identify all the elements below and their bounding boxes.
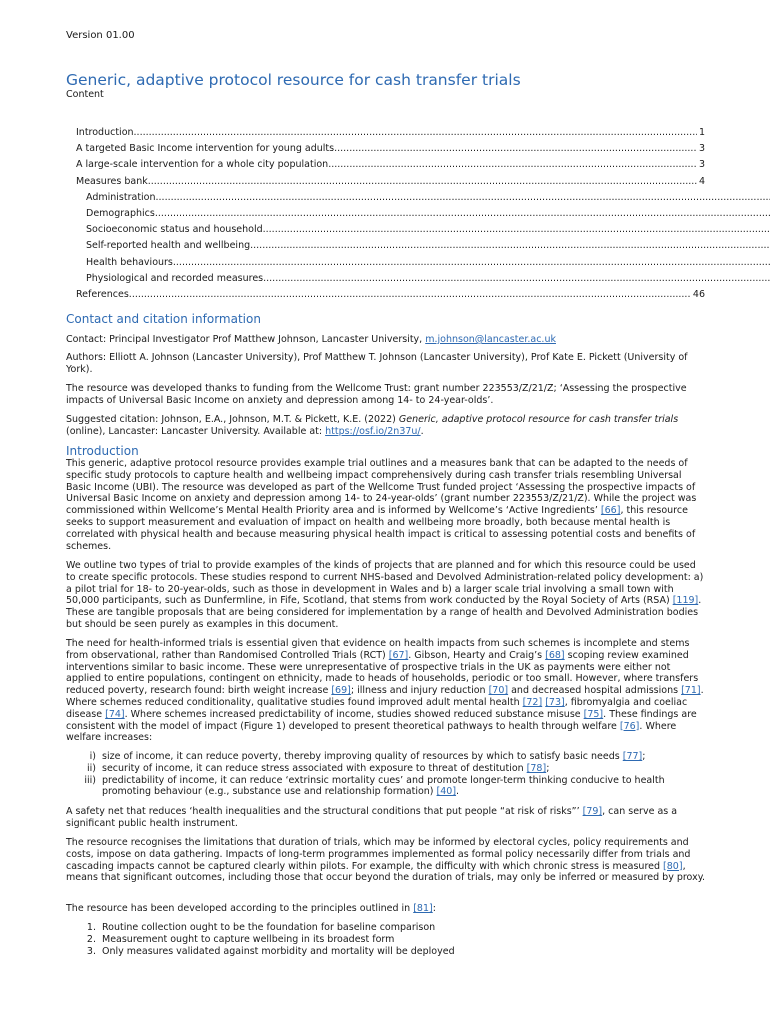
- toc-leader-dots: [156, 191, 770, 205]
- paragraph-text: . These are tangible proposals that are being considered for implementation by a range of health and Devolved Administration bodies but should be seen purely as examples in this document.: [66, 595, 702, 630]
- list-item-text: Only measures validated against morbidity and mortality will be deployed: [102, 945, 455, 957]
- reference-link[interactable]: [119]: [672, 595, 699, 607]
- reference-link[interactable]: [67]: [388, 649, 409, 661]
- paragraph-text: The need for health-informed trials is essential given that evidence on health impacts from such schemes is incomplete and stems from observational, rather than Randomised Controlled Trials (RCT): [66, 638, 690, 661]
- contact-email-link[interactable]: m.johnson@lancaster.ac.uk: [425, 334, 556, 345]
- intro-paragraph-4: [66, 806, 706, 830]
- reference-link[interactable]: [74]: [105, 708, 125, 720]
- list-item-text: [102, 751, 706, 763]
- toc-leader-dots: [134, 126, 697, 140]
- toc-entry[interactable]: [76, 142, 705, 156]
- paragraph-text: . Where schemes increased predictability of income, studies showed reduced substance misuse: [124, 708, 584, 720]
- list-item: [66, 763, 706, 775]
- toc-entry[interactable]: [76, 288, 705, 302]
- paragraph-text: and decreased hospital admissions: [508, 685, 682, 697]
- toc-entry-label: References: [76, 289, 129, 300]
- reference-link[interactable]: [72]: [522, 696, 543, 708]
- toc-leader-dots: [129, 288, 691, 302]
- reference-link[interactable]: [68]: [545, 649, 565, 661]
- reference-link[interactable]: [81]: [413, 903, 433, 914]
- citation-line: [66, 414, 706, 438]
- intro-paragraph-1: [66, 458, 706, 552]
- toc-entry-label: A large-scale intervention for a whole city population: [76, 159, 329, 171]
- toc-entry-page: 46: [692, 289, 705, 300]
- toc-leader-dots: [148, 175, 697, 189]
- intro-paragraph-3: [66, 638, 706, 744]
- paragraph-text: The resource recognises the limitations that duration of trials, which may be informed by electoral cycles, policy requirements and costs, impose on data gathering. Impacts of long-term programmes implemented as formal policy necessarily differ from trials and cascading impacts cannot be captured clearly within pilots. For example, the difficulty with which chronic stress is measured: [66, 837, 691, 872]
- reference-link[interactable]: [40]: [436, 786, 457, 798]
- reference-link[interactable]: [80]: [663, 860, 683, 872]
- list-marker: 3.: [86, 945, 96, 957]
- toc-entry[interactable]: [86, 272, 770, 286]
- paragraph-text: ; illness and injury reduction: [350, 685, 489, 697]
- paragraph-text: The resource has been developed according to the principles outlined in: [66, 903, 414, 914]
- toc-leader-dots: [155, 207, 770, 221]
- toc-entry[interactable]: [86, 256, 770, 270]
- toc-leader-dots: [263, 223, 770, 237]
- toc-entry-page: 3: [698, 159, 705, 171]
- toc-entry-label: Health behaviours: [86, 256, 173, 268]
- toc-entry[interactable]: [86, 191, 770, 205]
- toc-entry-label: Administration: [86, 191, 156, 203]
- toc-entry-label: Physiological and recorded measures: [86, 272, 264, 284]
- list-item: [66, 946, 706, 958]
- list-item-text: [102, 763, 706, 775]
- list-end: ;: [642, 751, 646, 762]
- document-title: Generic, adaptive protocol resource for cash transfer trials: [66, 71, 521, 89]
- intro-paragraph-6: [66, 903, 706, 915]
- citation-text: Suggested citation: Johnson, E.A., Johnson, M.T. & Pickett, K.E. (2022): [66, 414, 399, 425]
- toc-entry-label: Introduction: [76, 127, 134, 138]
- toc-entry[interactable]: [86, 207, 770, 221]
- numbered-list: [66, 922, 706, 957]
- toc-leader-dots: [173, 256, 770, 270]
- paragraph-text: We outline two types of trial to provide examples of the kinds of projects that are planned and for which this resource could be used to create specific protocols. These studies respond to current NHS-based and Devolved Administration-related policy development: a) a pilot trial for 18- to 20-year-olds, such as those in development in Wales and b) a larger scale trial involving a small town with 50,000 participants, such as Dunfermline, in Fife, Scotland, that stems from work conducted by the Royal Society of Arts (RSA): [66, 560, 704, 607]
- toc-entry-label: Self-reported health and wellbeing: [86, 240, 251, 252]
- toc-entry-page: 4: [698, 175, 705, 187]
- reference-link[interactable]: [75]: [583, 708, 604, 720]
- toc-entry-label: Socioeconomic status and household: [86, 224, 263, 236]
- reference-link[interactable]: [79]: [582, 806, 603, 817]
- toc-leader-dots: [250, 239, 770, 253]
- reference-link[interactable]: [66]: [600, 505, 621, 517]
- document-subtitle: Content: [66, 89, 104, 100]
- contact-heading: Contact and citation information: [66, 312, 261, 326]
- list-item-text: Routine collection ought to be the foundation for baseline comparison: [102, 922, 436, 933]
- paragraph-text: scoping review examined interventions similar to basic income. These were unrepresentative of prospective trials in the UK as payments were either not applied to entire populations, contingent on ethnicity, made to heads of households, periodic or too small. However, where transfers reduced poverty, research found: birth weight increase: [66, 649, 699, 697]
- toc-entry-label: Measures bank: [76, 175, 148, 187]
- reference-link[interactable]: [76]: [619, 720, 640, 732]
- paragraph-text: . Gibson, Hearty and Craig’s: [408, 649, 546, 661]
- toc-entry-label: Demographics: [86, 208, 155, 219]
- citation-text-mid: (online), Lancaster: Lancaster University. Available at:: [66, 425, 326, 437]
- paragraph-text: , this resource seeks to support measurement and evaluation of impact on health and wellbeing more broadly, both because mental health is correlated with physical health and because measuring physical health impact is critical to assessing potential costs and benefits of schemes.: [66, 505, 696, 552]
- paragraph-text: , can serve as a significant public health instrument.: [66, 806, 678, 829]
- reference-link[interactable]: [73]: [545, 696, 565, 708]
- paragraph-text: , fibromyalgia and coeliac disease: [66, 696, 688, 720]
- toc-leader-dots: [263, 272, 770, 286]
- list-item-text: [102, 775, 706, 799]
- authors-line: Authors: Elliott A. Johnson (Lancaster University), Prof Matthew T. Johnson (Lancaster University), Prof Kate E. Pickett (University of York).: [66, 352, 688, 375]
- toc-entry[interactable]: [86, 239, 770, 253]
- paragraph-text: . Where welfare increases:: [66, 720, 677, 744]
- intro-paragraph-2: [66, 560, 706, 631]
- roman-list: [66, 751, 706, 798]
- toc-entry-page: 3: [698, 143, 705, 155]
- list-marker: ii): [87, 762, 96, 774]
- list-end: .: [456, 786, 460, 798]
- reference-link[interactable]: [78]: [526, 762, 547, 774]
- citation-end: .: [420, 425, 424, 437]
- paragraph-text: . These findings are consistent with the model of impact (Figure 1) developed to present theoretical pathways to health through welfare: [66, 708, 697, 732]
- toc-entry[interactable]: [76, 158, 705, 172]
- list-marker: 1.: [86, 922, 96, 933]
- list-text: security of income, it can reduce stress associated with exposure to threat of destitution: [102, 762, 527, 774]
- list-marker: iii): [84, 774, 96, 786]
- reference-link[interactable]: [70]: [488, 685, 509, 697]
- list-text: size of income, it can reduce poverty, thereby improving quality of resources by which to satisfy basic needs: [102, 751, 623, 762]
- introduction-heading: Introduction: [66, 444, 139, 458]
- toc-entry[interactable]: [86, 223, 770, 237]
- reference-link[interactable]: [71]: [681, 685, 701, 697]
- paragraph-text: This generic, adaptive protocol resource provides example trial outlines and a measures bank that can be adapted to the needs of specific study protocols to capture health and wellbeing impact comprehensively during cash transfer trials resembling Universal Basic Income (UBI). The resource was developed as part of the Wellcome Trust funded project ‘Assessing the prospective impacts of Universal Basic Income on anxiety and depression among 14- to 24-year-olds’ (grant number 223553/Z/21/Z). While the project was commissioned within Wellcome’s Mental Health Priority area and is informed by Wellcome’s ‘Active Ingredients’: [66, 458, 697, 517]
- citation-title: Generic, adaptive protocol resource for cash transfer trials: [398, 414, 679, 425]
- list-item: [66, 934, 706, 946]
- intro-paragraph-5: [66, 837, 706, 884]
- version-label: Version 01.00: [66, 30, 135, 41]
- list-item: [66, 922, 706, 934]
- list-item: [66, 775, 706, 799]
- paragraph-text: A safety net that reduces ‘health inequalities and the structural conditions that put people “at risk of risks”’: [66, 806, 583, 817]
- citation-url-link[interactable]: https://osf.io/2n37u/: [325, 425, 421, 437]
- funding-line: The resource was developed thanks to funding from the Wellcome Trust: grant number 223553/Z/21/Z; ‘Assessing the prospective impacts of Universal Basic Income on anxiety and depression among 14- to 24-year-olds’.: [66, 383, 687, 406]
- paragraph-text: . Where schemes reduced conditionality, qualitative studies found improved adult mental health: [66, 685, 704, 708]
- toc-leader-dots: [328, 158, 697, 172]
- toc-entry[interactable]: [76, 126, 705, 140]
- toc-leader-dots: [334, 142, 697, 156]
- reference-link[interactable]: [69]: [331, 685, 351, 697]
- list-marker: i): [89, 751, 96, 762]
- paragraph-text: :: [432, 903, 436, 914]
- list-item: [66, 751, 706, 763]
- contact-line: [66, 334, 706, 346]
- list-item-text: Measurement ought to capture wellbeing in its broadest form: [102, 933, 395, 945]
- toc-entry-page: 1: [698, 127, 705, 138]
- paragraph-text: , means that significant outcomes, including those that occur beyond the duration of trials, may only be inferred or measured by proxy.: [66, 860, 705, 884]
- list-end: ;: [546, 762, 550, 774]
- contact-text: Contact: Principal Investigator Prof Matthew Johnson, Lancaster University,: [66, 334, 426, 345]
- list-text: predictability of income, it can reduce ‘extrinsic mortality cues’ and promote longer-term thinking conducive to health promoting behaviour (e.g., substance use and relationship formation): [102, 774, 665, 798]
- toc-entry-label: A targeted Basic Income intervention for young adults: [76, 143, 335, 155]
- toc-entry[interactable]: [76, 175, 705, 189]
- list-marker: 2.: [86, 933, 96, 945]
- reference-link[interactable]: [77]: [622, 751, 643, 762]
